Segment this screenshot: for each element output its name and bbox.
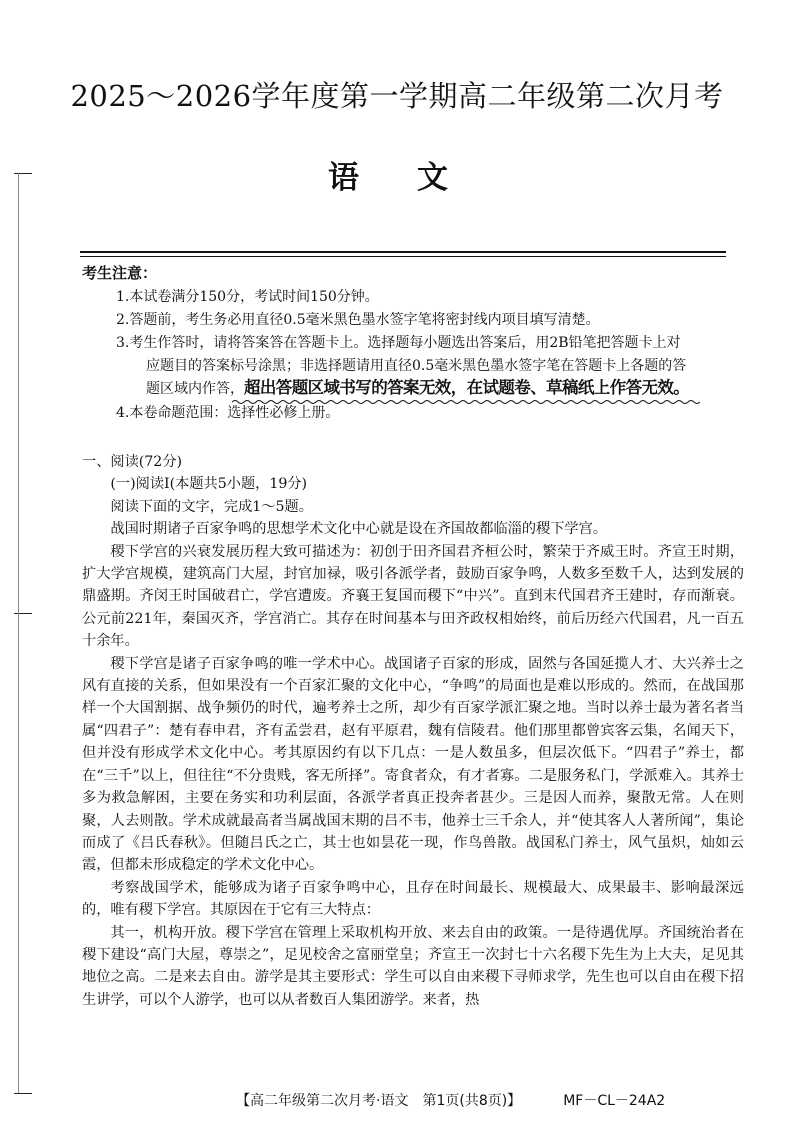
passage-paragraph-5: 其一，机构开放。稷下学宫在管理上采取机构开放、来去自由的政策。一是待遇优厚。齐国统治者在稷下建设“高门大屋，尊崇之”，足见校舍之富丽堂皇；齐宣王一次封七十六名稷下先生为上大夫，足见其地位之高。二是来去自由。游学是其主要形式：学生可以自由来稷下寻师求学，先生也可以自由在稷下招生讲学，可以个人游学，也可以从者数百人集团游学。来者，热 (82, 924, 744, 1008)
passage-paragraph-4: 考察战国学术，能够成为诸子百家争鸣中心，且存在时间最长、规模最大、成果最丰、影响最深远的，唯有稷下学宫。其原因在于它有三大特点： (82, 879, 744, 919)
footer-page-info: 【高二年级第二次月考·语文 第1页(共8页)】 (236, 1093, 522, 1109)
passage-paragraph-1: 战国时期诸子百家争鸣的思想学术文化中心就是设在齐国故都临淄的稷下学宫。 (110, 521, 607, 538)
reading-instruction: 阅读下面的文字，完成1～5题。 (110, 498, 313, 515)
notice-item-3-plain: 题区域内作答， (146, 381, 244, 397)
notice-item-2: 2.答题前，考生务必用直径0.5毫米黑色墨水签字笔将密封线内项目填写清楚。 (116, 312, 600, 328)
notice-item-1: 1.本试卷满分150分，考试时间150分钟。 (116, 289, 379, 305)
exam-title: 2025～2026学年度第一学期高二年级第二次月考 (70, 79, 724, 113)
header-divider-thick (80, 251, 726, 253)
binding-tick-mark (14, 1093, 32, 1094)
sub-section-title: (一)阅读Ⅰ(本题共5小题，19分) (110, 476, 308, 493)
page-footer (236, 1090, 665, 1110)
footer-paper-code: MF－CL－24A2 (563, 1093, 666, 1109)
passage-paragraph-3: 稷下学宫是诸子百家争鸣的唯一学术中心。战国诸子百家的形成，固然与各国延揽人才、大兴养士之风有直接的关系，但如果没有一个百家汇聚的文化中心，“争鸣”的局面也是难以形成的。然而，在战国那样一个大国割据、战争频仍的时代，遍考养士之所，却少有百家学派汇聚之地。当时以养士最为著名者当属“四君子”：楚有春申君，齐有孟尝君，赵有平原君，魏有信陵君。他们那里都曾宾客云集，名闻天下，但并没有形成学术文化中心。考其原因约有以下几点：一是人数虽多，但层次低下。“四君子”养士，都在“三千”以上，但往往“不分贵贱，客无所择”。寄食者众，有才者寡。二是服务私门，学派难入。其养士多为救急解困，主要在务实和功利层面，各派学者真正投奔者甚少。三是因人而养，聚散无常。人在则聚，人去则散。学术成就最高者当属战国末期的吕不韦，他养士三千余人，并“使其客人人著所闻”，集论而成了《吕氏春秋》。但随吕氏之亡，其士也如昙花一现，作鸟兽散。战国私门养士，风气虽炽，灿如云霞，但都未形成稳定的学术文化中心。 (82, 655, 744, 874)
binding-margin-line (18, 613, 19, 1093)
section-title: 一、阅读(72分) (82, 454, 183, 470)
binding-margin-line (18, 173, 19, 613)
binding-tick-mark (14, 613, 32, 614)
header-divider-thin (80, 256, 726, 257)
subject-title: 语文 (328, 160, 506, 196)
reading-section (82, 451, 744, 1011)
passage-paragraph-2: 稷下学宫的兴衰发展历程大致可描述为：初创于田齐国君齐桓公时，繁荣于齐威王时。齐宣王时期，扩大学宫规模，建筑高门大屋，封官加禄，吸引各派学者，鼓励百家争鸣，人数多至数千人，达到发展的鼎盛期。齐闵王时国破君亡，学宫遭废。齐襄王复国而稷下“中兴”。直到末代国君齐王建时，存而渐衰。公元前221年，秦国灭齐，学宫消亡。其存在时间基本与田齐政权相始终，前后历经六代国君，凡一百五十余年。 (82, 543, 744, 650)
notice-item-3-line-2: 应题目的答案标号涂黑；非选择题请用直径0.5毫米黑色墨水签字笔在答题卡上各题的答 (146, 358, 687, 374)
notice-item-4: 4.本卷命题范围：选择性必修上册。 (116, 405, 340, 421)
notice-item-3-emphasis: 超出答题区域书写的答案无效，在试题卷、草稿纸上作答无效。 (244, 378, 690, 397)
notice-item-3-line-3 (146, 378, 774, 399)
notice-heading: 考生注意： (82, 264, 158, 282)
notice-item-3-line-1: 3.考生作答时，请将答案答在答题卡上。选择题每小题选出答案后，用2B铅笔把答题卡上对 (116, 335, 681, 351)
